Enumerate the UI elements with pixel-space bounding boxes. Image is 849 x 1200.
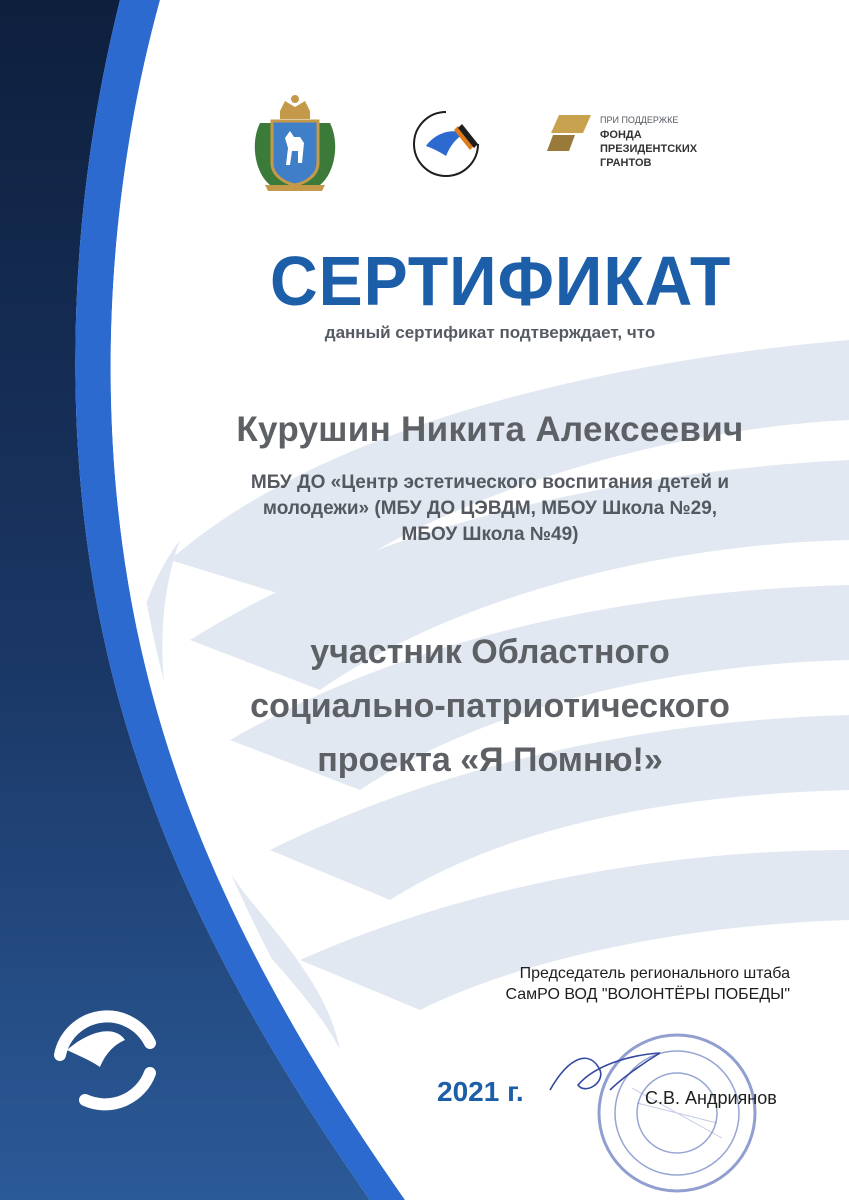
samara-coat-of-arms-icon [250,93,340,193]
chair-line2: СамРО ВОД "ВОЛОНТЁРЫ ПОБЕДЫ" [505,986,790,1003]
grants-line2: ФОНДА [600,129,642,141]
logos-row [0,88,849,198]
presidential-grants-icon [545,113,593,153]
certificate-title: СЕРТИФИКАТ [270,242,732,320]
achievement [200,625,780,787]
organization [190,470,790,548]
recipient-name: Курушин Никита Алексеевич [236,410,744,449]
volunteers-logo [398,96,494,192]
achievement-line3: проекта «Я Помню!» [317,741,663,779]
dove-ribbon-icon [398,96,494,192]
signer-name: С.В. Андриянов [645,1088,777,1108]
grants-line3: ПРЕЗИДЕНТСКИХ [600,143,698,155]
chair-line1: Председатель регионального штаба [519,965,790,982]
grants-text [600,128,697,170]
organization-line3: МБОУ Школа №49) [401,524,579,545]
achievement-line1: участник Областного [310,633,670,671]
grants-line4: ГРАНТОВ [600,157,652,169]
certificate-year: 2021 г. [437,1076,524,1107]
achievement-line2: социально-патриотического [250,687,730,725]
certificate-subtitle: данный сертификат подтверждает, что [324,323,656,342]
grants-line1: ПРИ ПОДДЕРЖКЕ [600,115,679,125]
chair-title [430,963,790,1005]
organization-line1: МБУ ДО «Центр эстетического воспитания детей и [250,472,730,493]
organization-line2: молодежи» (МБУ ДО ЦЭВДМ, МБОУ Школа №29, [262,498,718,519]
